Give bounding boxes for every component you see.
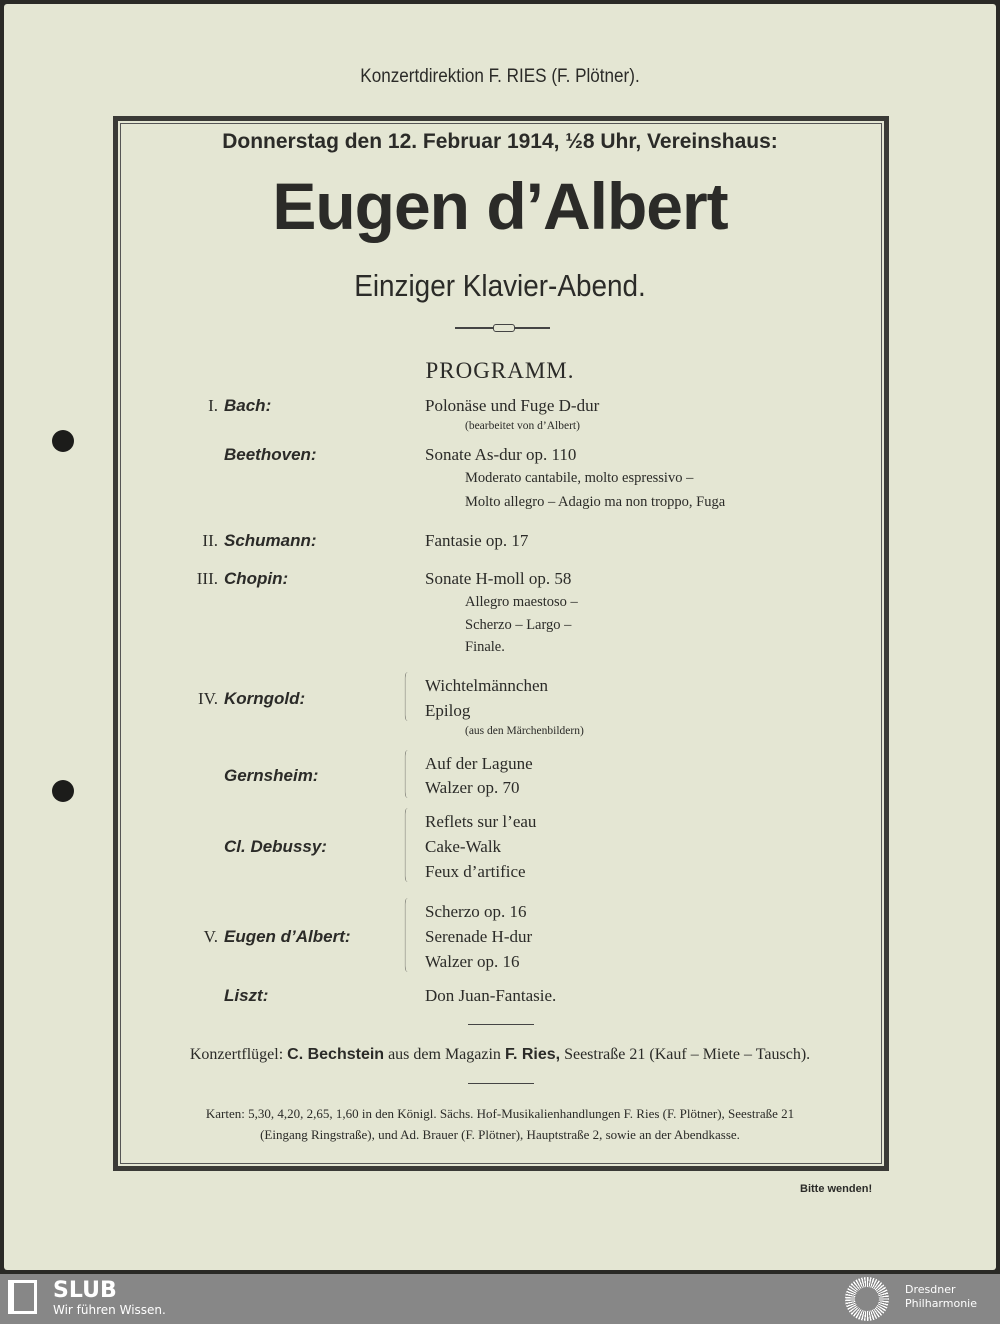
movement-list: Scherzo – Largo – — [465, 617, 572, 633]
work-note: (bearbeitet von d’Albert) — [465, 420, 580, 432]
composer-name: Cl. Debussy: — [224, 837, 327, 856]
philharmonie-logo-icon — [845, 1277, 889, 1321]
divider — [468, 1083, 534, 1084]
punch-hole — [52, 430, 74, 452]
footer-bar — [0, 1274, 1000, 1324]
program-number: III. — [196, 569, 218, 588]
slub-tagline: Wir führen Wissen. — [53, 1303, 166, 1317]
brace-bracket — [405, 750, 409, 798]
piano-note: Konzertflügel: C. Bechstein aus dem Magazin F. Ries, Seestraße 21 (Kauf – Miete – Tausch). — [189, 1046, 811, 1063]
work-title: Cake-Walk — [425, 837, 502, 856]
composer-name: Beethoven: — [224, 445, 317, 464]
composer-name: Schumann: — [224, 531, 317, 550]
work-note: (aus den Märchenbildern) — [465, 725, 584, 737]
work-title: Don Juan-Fantasie. — [425, 986, 557, 1005]
brace-bracket — [405, 898, 409, 972]
punch-hole — [52, 780, 74, 802]
program-number: IV. — [198, 688, 218, 708]
tickets-line-2: (Eingang Ringstraße), und Ad. Brauer (F. Plötner), Hauptstraße 2, sowie an der Abendkasse. — [260, 1127, 740, 1142]
program-number: V. — [203, 927, 218, 946]
movement-list: Moderato cantabile, molto espressivo – — [465, 470, 694, 486]
composer-name: Eugen d’Albert: — [224, 927, 351, 946]
please-turn-note: Bitte wenden! — [800, 1183, 873, 1195]
concert-agency: Konzertdirektion F. RIES (F. Plötner). — [360, 66, 640, 87]
work-title: Walzer op. 70 — [425, 778, 520, 797]
work-title: Scherzo op. 16 — [425, 902, 527, 921]
ornament-divider — [493, 324, 515, 332]
work-title: Epilog — [425, 701, 471, 720]
composer-name: Chopin: — [224, 569, 289, 588]
work-title: Sonate H-moll op. 58 — [425, 569, 572, 588]
work-title: Reflets sur l’eau — [425, 812, 537, 831]
work-title: Fantasie op. 17 — [425, 531, 529, 550]
movement-list: Molto allegro – Adagio ma non troppo, Fuga — [465, 494, 726, 510]
composer-name: Liszt: — [224, 986, 269, 1005]
work-title: Polonäse und Fuge D-dur — [425, 396, 600, 415]
slub-logo-text: SLUB — [53, 1278, 117, 1303]
performer-title: Eugen d’Albert — [272, 169, 728, 243]
philharmonie-name: Dresdner Philharmonie — [905, 1283, 977, 1310]
slub-logo-icon — [8, 1280, 37, 1314]
movement-list: Finale. — [465, 639, 505, 655]
program-heading: PROGRAMM. — [425, 358, 575, 383]
divider — [468, 1024, 534, 1025]
program-number: I. — [208, 396, 218, 415]
subtitle: Einziger Klavier-Abend. — [354, 268, 646, 303]
work-title: Wichtelmännchen — [425, 676, 548, 695]
brace-bracket — [405, 808, 409, 882]
work-title: Feux d’artifice — [425, 862, 526, 881]
composer-name: Korngold: — [224, 688, 306, 708]
composer-name: Bach: — [224, 396, 272, 415]
date-line: Donnerstag den 12. Februar 1914, ½8 Uhr, Vereinshaus: — [222, 130, 778, 153]
work-title: Sonate As-dur op. 110 — [425, 445, 577, 464]
work-title: Serenade H-dur — [425, 927, 533, 946]
tickets-line-1: Karten: 5,30, 4,20, 2,65, 1,60 in den Königl. Sächs. Hof-Musikalienhandlungen F. Ries (F. Plötner), Seestraße 21 — [205, 1106, 795, 1121]
brace-bracket — [405, 672, 409, 721]
program-number: II. — [202, 531, 218, 550]
movement-list: Allegro maestoso – — [465, 594, 578, 610]
composer-name: Gernsheim: — [224, 766, 319, 785]
work-title: Auf der Lagune — [425, 754, 533, 773]
work-title: Walzer op. 16 — [425, 952, 520, 971]
